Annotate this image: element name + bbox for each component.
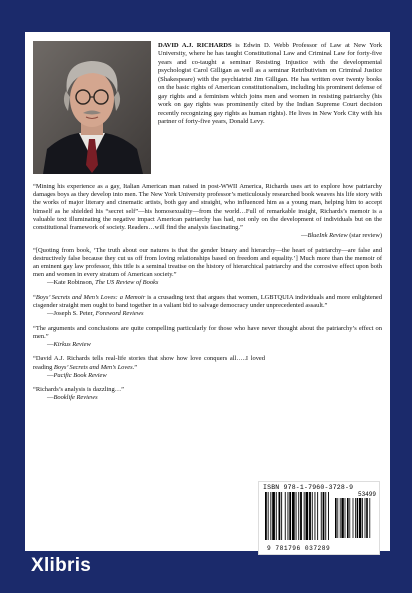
review-attribution: —BlueInk Review (star review) <box>301 232 382 240</box>
review-booklife <box>33 386 265 402</box>
book-title: Boys’ Secrets and Men’s Loves: a Memoir <box>35 293 146 301</box>
isbn-barcode <box>258 481 380 555</box>
review-attribution: —Pacific Book Review <box>47 371 107 379</box>
author-section <box>33 41 382 174</box>
publisher-logo: Xlibris <box>31 555 92 576</box>
book-title: Boys’ Secrets and Men’s Loves <box>53 363 133 371</box>
review-attribution: —Kate Robinson, The US Review of Books <box>47 279 159 287</box>
review-attribution: —Joseph S. Peter, Foreword Reviews <box>47 310 144 318</box>
review-text: “Mining his experience as a gay, Italian American man raised in post-WWII America, Richards uses art to explore how patriarchy damages boys as they develop into men. The New York University professor’s meticulously researched book weaves his life story with the works of major literary and cinematic artists, both gay and straight, who influenced him as a young man, helping him to accept himself as he shielded his “secret self”—his homosexuality—from the world…Full of remarkable insight, Richards’s memoir is a valuable text illuminating the negative impact American patriarchy has had, not only on the development of individuals but on the constitutional framework of society. Readers…will find the analysis fascinating.” <box>33 183 382 232</box>
price-code: 53499 <box>357 491 376 498</box>
review-pacific: “David A.J. Richards tells real-life stories that show how love conquers all…..I loved reading Boys’ Secrets and Men’s Loves.” —Pacific Book Review <box>33 355 265 379</box>
review-blueink <box>33 183 382 240</box>
barcode-bars <box>265 492 375 544</box>
review-text: “Richards’s analysis is dazzling…” <box>33 386 124 394</box>
review-text: “[Quoting from book, ‘The truth about our natures is that the gender binary and hierarchy—the heart of patriarchy—are false and destructively false because they cut us off from loving relationships based on freedom and equality.’] Much more than the memoir of an eminent gay law professor, this title is a seminal treatise on the history of hierarchical patriarchy and the corrosive effect upon both men and women in every stratum of American society.” <box>33 246 382 279</box>
review-kirkus <box>33 325 382 350</box>
review-attribution: —Booklife Reviews <box>47 394 98 402</box>
ean-digits: 9 781796 037289 <box>267 545 331 552</box>
content-panel <box>25 32 390 551</box>
review-text: “The arguments and conclusions are quite compelling particularly for those who have never thought about the patriarchy’s effect on men.” <box>33 324 382 340</box>
review-list <box>33 183 382 403</box>
review-text: is a crusading text that argues that women, LGBTQUIA individuals and more enlightened cisgender straight men ought to band together in a valiant bid to salvage democracy under unprecedented assault.” <box>33 293 383 310</box>
isbn-text: ISBN 978-1-7960-3728-9 <box>263 484 354 491</box>
author-bio-text: is Edwin D. Webb Professor of Law at New York University, where he has taught Constitutional Law and Criminal Law for forty-five years and co-taught a seminar Resisting Injustice with the developmental psychologist Carol Gilligan as well as a seminar Retributivism on Criminal Justice (Shakespeare) with the psychiatrist Jim Gilligan. He has written over twenty books on the basic rights of American constitutionalism, including his prominent defense of gay rights and a feminism which joins men and women in resisting patriarchy (his work on gay rights was prominently cited by the Indian Supreme Court decision recently recognizing gay rights as human rights). He lives in New York City with his partner of forty-five years, Donald Levy. <box>158 42 382 126</box>
review-us-review <box>33 247 382 288</box>
review-foreword: “Boys’ Secrets and Men’s Loves: a Memoir is a crusading text that argues that women, LGBTQUIA individuals and more enlightened cisgender straight men ought to band together in a valiant bid to salvage democracy under unprecedented assault.” —Joseph S. Peter, Foreword Reviews <box>33 293 383 318</box>
author-name: DAVID A.J. RICHARDS <box>158 42 232 49</box>
review-attribution: —Kirkus Review <box>47 341 91 349</box>
review-text: “David A.J. Richards tells real-life stories that show how love conquers all…..I loved reading <box>33 355 265 371</box>
author-photo <box>33 41 151 174</box>
author-bio <box>158 41 382 174</box>
